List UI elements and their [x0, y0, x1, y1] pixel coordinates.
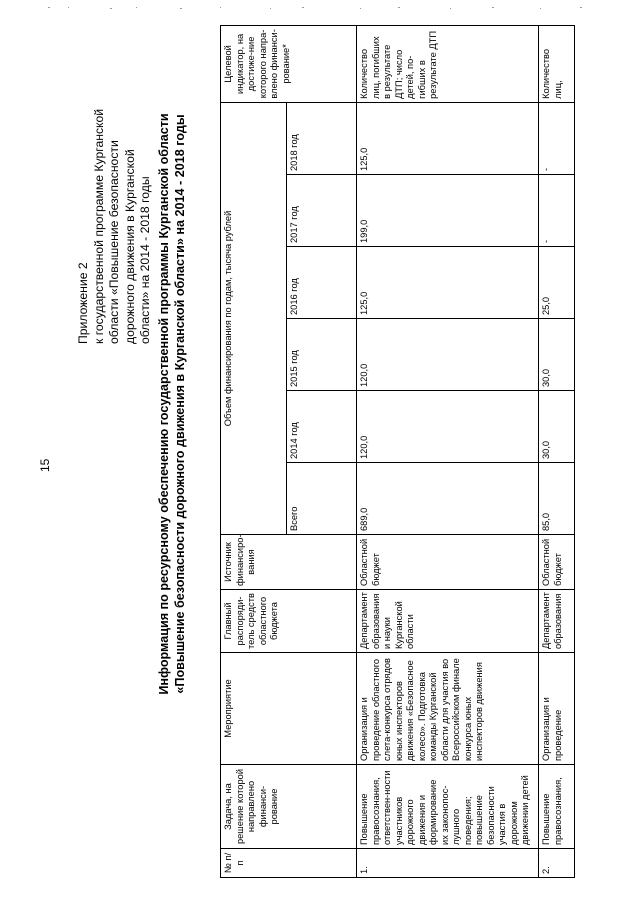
- cell-source: Областной бюджет: [539, 535, 575, 590]
- cell-event: Организация и проведение областного слета-конкурса отрядов юных инспекторов движения «Безопасное колесо». Подготовка команды Курганской области для участия во Всероссийском финале конкурса юных инспекторов движения: [357, 653, 539, 765]
- cell-manager: Департамент образования: [539, 590, 575, 653]
- header-total: Всего: [287, 463, 357, 535]
- header-2015: 2015 год: [287, 319, 357, 391]
- cell-2018: -: [539, 102, 575, 174]
- appendix-line: области» на 2014 - 2018 годы: [138, 176, 152, 344]
- cell-num: 1.: [357, 849, 539, 878]
- rotated-landscape-page: [18, 14, 618, 884]
- cell-2016: 25,0: [539, 247, 575, 319]
- cell-indicator: Количество лиц,: [539, 25, 575, 102]
- cell-2017: -: [539, 175, 575, 247]
- cell-source: Областной бюджет: [357, 535, 539, 590]
- cell-2016: 125,0: [357, 247, 539, 319]
- header-indicator: Целевой индикатор, на достиже-ние которого напра-влено финанси-рование*: [221, 25, 357, 102]
- cell-task: Повышение правосознания,: [539, 765, 575, 849]
- header-task: Задача, на решение которой направлено финанси-рование: [221, 765, 357, 849]
- appendix-caption: [76, 64, 154, 344]
- cell-manager: Департамент образования и науки Курганской области: [357, 590, 539, 653]
- cell-2015: 120,0: [357, 319, 539, 391]
- header-2016: 2016 год: [287, 247, 357, 319]
- header-2017: 2017 год: [287, 175, 357, 247]
- cell-2014: 120,0: [357, 391, 539, 463]
- cell-2017: 199,0: [357, 175, 539, 247]
- header-event: Мероприятие: [221, 653, 357, 765]
- page-number: 15: [38, 458, 52, 472]
- header-2018: 2018 год: [287, 102, 357, 174]
- cell-event: Организация и проведение: [539, 653, 575, 765]
- header-volume: Объем финансирования по годам, тысяча рублей: [221, 102, 287, 534]
- table-row: [357, 25, 539, 877]
- title-line: Информация по ресурсному обеспечению государственной программы Курганской области: [157, 113, 171, 695]
- resource-table: [220, 25, 575, 878]
- appendix-line: области «Повышение безопасности: [107, 140, 121, 344]
- cell-task: Повышение правосознания, ответствен-ности участников дорожного движения и формирование их законопос-лушного поведения; повышение безопасности участия в дорожном движении детей: [357, 765, 539, 849]
- header-source: Источник финансиро-вания: [221, 535, 357, 590]
- cell-2018: 125,0: [357, 102, 539, 174]
- cell-indicator: Количество лиц, погибших в результате ДТП; число детей, по-гибших в результате ДТП: [357, 25, 539, 102]
- document-title: [156, 24, 188, 784]
- cell-num: 2.: [539, 849, 575, 878]
- header-num: № п/п: [221, 849, 357, 878]
- cell-2015: 30,0: [539, 319, 575, 391]
- table-row: [539, 25, 575, 877]
- header-2014: 2014 год: [287, 391, 357, 463]
- cell-total: 85,0: [539, 463, 575, 535]
- title-line: «Повышение безопасности дорожного движения в Курганской области» на 2014 - 2018 годы: [173, 114, 187, 694]
- appendix-line: дорожного движения в Курганской: [122, 149, 137, 344]
- cell-2014: 30,0: [539, 391, 575, 463]
- appendix-line: Приложение 2: [76, 262, 90, 344]
- scan-noise: [40, 6, 600, 10]
- appendix-line: к государственной программе Курганской: [91, 108, 106, 344]
- cell-total: 689,0: [357, 463, 539, 535]
- header-manager: Главный распоряди-тель средств областного бюджета: [221, 590, 357, 653]
